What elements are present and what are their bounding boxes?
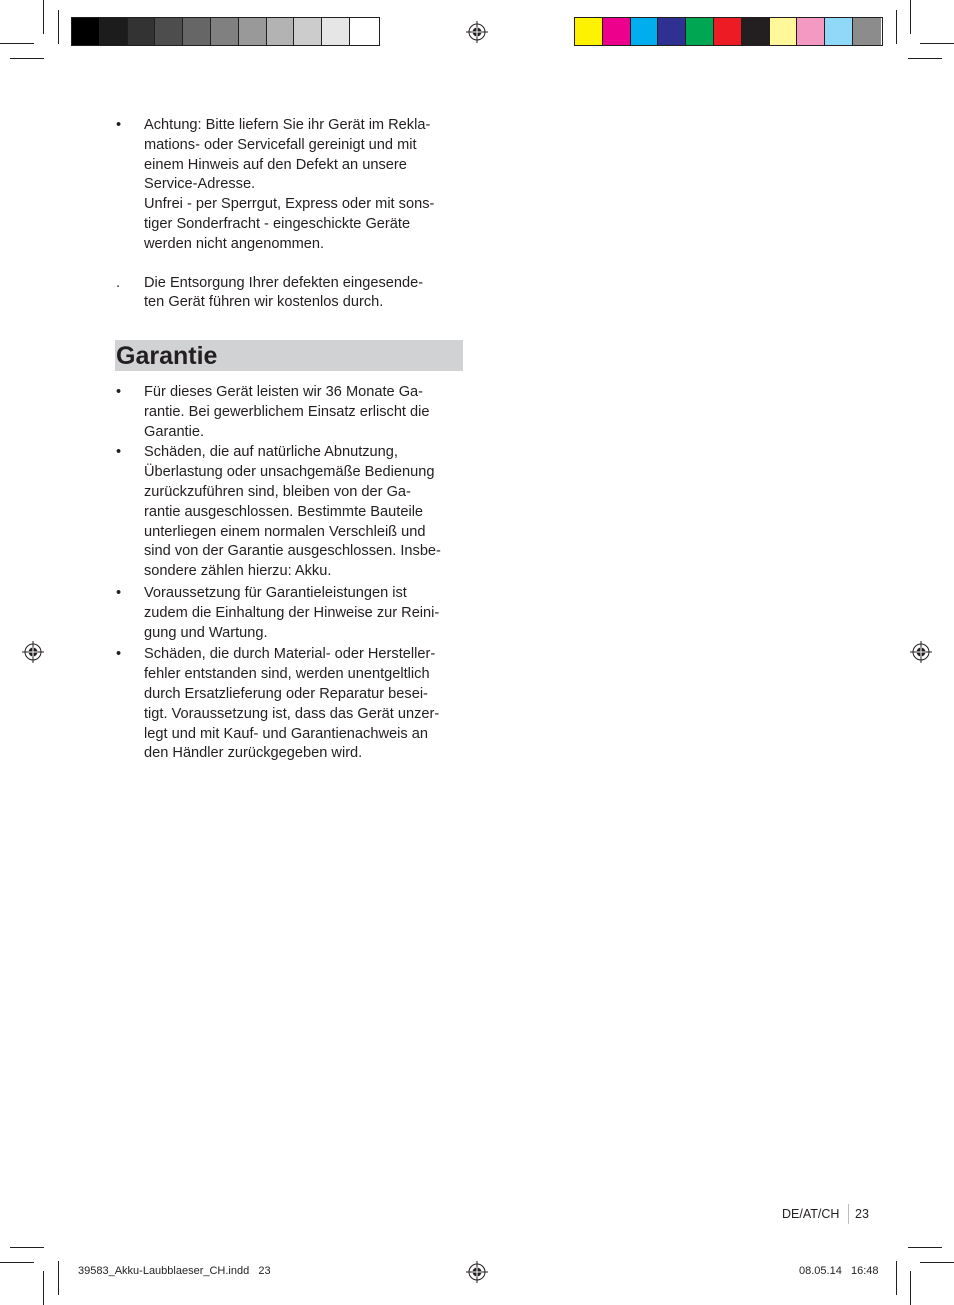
crop-mark [896,1261,897,1295]
crop-mark [0,43,34,44]
color-swatch [742,18,770,45]
crop-mark [908,58,942,59]
color-swatch [155,18,183,45]
footer-divider [848,1204,849,1224]
slug-date: 08.05.14 16:48 [799,1265,879,1277]
list-item [116,584,464,643]
color-swatch [658,18,686,45]
registration-mark-icon [910,641,932,663]
color-swatch [211,18,239,45]
list-item-text: Für dieses Gerät leisten wir 36 Monate Ga- rantie. Bei gewerblichem Einsatz erlischt die Garantie. [144,384,430,440]
color-swatch [770,18,798,45]
crop-mark [10,1247,44,1248]
list-item-text: Voraussetzung für Garantieleistungen ist zudem die Einhaltung der Hinweise zur Reini- gung und Wartung. [144,584,440,641]
bullet-marker: • [116,646,122,663]
crop-mark [908,1247,942,1248]
list-item-text: Achtung: Bitte liefern Sie ihr Gerät im Rekla- mations- oder Servicefall gereinigt und mit einem Hinweis auf den Defekt an unsere Service-Adresse. Unfrei - per Sperrgut, Express oder mit sons- tiger Sonderfracht - eingeschickte Geräte werden nicht angenommen. [144,117,435,252]
list-item [116,645,464,764]
guarantee-list [116,383,464,764]
color-swatch [322,18,350,45]
list-item-text: Die Entsorgung Ihrer defekten eingesende- ten Gerät führen wir kostenlos durch. [144,274,424,311]
crop-mark [920,1262,954,1263]
color-swatch [603,18,631,45]
list-item [116,443,464,582]
bullet-marker: . [116,274,121,291]
list-item-text: Schäden, die durch Material- oder Hersteller- fehler entstanden sind, werden unentgeltlich durch Ersatzlieferung oder Reparatur besei- tigt. Voraussetzung ist, dass das Gerät unzer- legt und mit Kauf- und Garantienachweis an den Händler zurückgegeben wird. [144,646,440,762]
crop-mark [910,0,911,34]
list-item [116,116,464,255]
crop-mark [10,58,44,59]
bullet-marker: • [116,117,122,133]
color-swatch [714,18,742,45]
slug-file-info: 39583_Akku-Laubblaeser_CH.indd 23 [78,1265,271,1277]
crop-mark [920,43,954,44]
page-number: 23 [855,1207,869,1221]
color-swatch [575,18,603,45]
crop-mark [43,1271,44,1305]
color-swatch [183,18,211,45]
crop-mark [43,0,44,34]
color-swatch [350,18,378,45]
footer-region: DE/AT/CH [782,1207,840,1221]
bullet-marker: • [116,584,122,601]
color-swatch [797,18,825,45]
color-swatch [853,18,881,45]
color-swatch [825,18,853,45]
color-swatch [631,18,659,45]
crop-mark [0,1262,34,1263]
list-item-text: Schäden, die auf natürliche Abnutzung, Überlastung oder unsachgemäße Bedienung zurückzuführen sind, bleiben von der Ga- rantie ausgeschlossen. Bestimmte Bauteile unterliegen einem normalen Verschleiß und sind von der Garantie ausgeschlossen. Insbe- sondere zählen hierzu: Akku. [144,444,441,580]
color-swatch [128,18,156,45]
crop-mark [910,1271,911,1305]
color-swatch [100,18,128,45]
crop-mark [896,10,897,44]
bullet-marker: • [116,384,122,400]
color-swatch [239,18,267,45]
list-item [116,274,464,314]
crop-mark [58,1261,59,1295]
list-item [116,383,464,442]
registration-mark-icon [466,1261,488,1283]
grayscale-color-bar [71,17,380,46]
color-swatch [686,18,714,45]
section-heading: Garantie [115,340,463,371]
color-swatch [294,18,322,45]
color-swatch [267,18,295,45]
color-swatch [72,18,100,45]
bullet-marker: • [116,444,122,461]
process-color-bar [574,17,883,46]
registration-mark-icon [22,641,44,663]
crop-mark [58,10,59,44]
registration-mark-icon [466,21,488,43]
intro-list [116,116,464,313]
